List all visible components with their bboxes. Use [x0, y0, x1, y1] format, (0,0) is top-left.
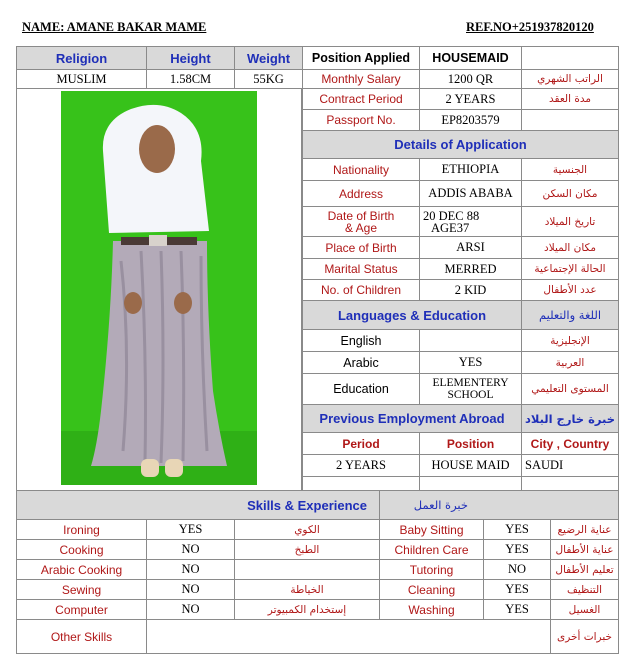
height-value: 1.58CM	[147, 70, 235, 89]
skill-value: YES	[484, 580, 551, 600]
passport-label: Passport No.	[303, 110, 420, 131]
dob-label	[303, 207, 420, 237]
skill-label: Computer	[17, 600, 147, 620]
address-value: ADDIS ABABA	[420, 181, 522, 207]
skill-value: NO	[147, 600, 235, 620]
education-line1: ELEMENTERY	[432, 377, 509, 389]
position-table	[302, 46, 619, 496]
skills-table	[16, 490, 619, 654]
basic-info-table	[16, 46, 303, 89]
arabic-label: Arabic	[303, 352, 420, 374]
other-skills-label-ar: خبرات أخرى	[551, 620, 619, 654]
education-line2: SCHOOL	[447, 389, 494, 401]
marital-label: Marital Status	[303, 259, 420, 280]
english-label: English	[303, 330, 420, 352]
employment-title: Previous Employment Abroad	[303, 405, 522, 433]
skill-label-ar: الكوي	[235, 520, 380, 540]
applicant-photo	[61, 91, 257, 485]
marital-value: MERRED	[420, 259, 522, 280]
children-value: 2 KID	[420, 280, 522, 301]
skill-label-ar: الطبخ	[235, 540, 380, 560]
education-value	[420, 374, 522, 405]
education-label: Education	[303, 374, 420, 405]
arabic-value: YES	[420, 352, 522, 374]
address-label-ar: مكان السكن	[522, 181, 619, 207]
skill-label: Children Care	[380, 540, 484, 560]
english-value	[420, 330, 522, 352]
dob-label-line1: Date of Birth	[327, 208, 395, 223]
skill-value: NO	[484, 560, 551, 580]
skill-value: YES	[484, 520, 551, 540]
country-value: SAUDI	[522, 455, 619, 477]
country-header: City , Country	[522, 433, 619, 455]
skill-label: Sewing	[17, 580, 147, 600]
languages-title: Languages & Education	[303, 301, 522, 330]
salary-label: Monthly Salary	[303, 70, 420, 89]
passport-value: EP8203579	[420, 110, 522, 131]
skill-label: Cooking	[17, 540, 147, 560]
skill-value: YES	[484, 600, 551, 620]
nationality-label: Nationality	[303, 159, 420, 181]
children-label: No. of Children	[303, 280, 420, 301]
skill-label: Tutoring	[380, 560, 484, 580]
education-label-ar: المستوى التعليمي	[522, 374, 619, 405]
skill-label-ar: تعليم الأطفال	[551, 560, 619, 580]
nationality-label-ar: الجنسية	[522, 159, 619, 181]
skill-label-ar: التنظيف	[551, 580, 619, 600]
period-header: Period	[303, 433, 420, 455]
english-label-ar: الإنجليزية	[522, 330, 619, 352]
height-header: Height	[147, 47, 235, 70]
skill-value: YES	[147, 520, 235, 540]
religion-header: Religion	[17, 47, 147, 70]
skill-label: Washing	[380, 600, 484, 620]
weight-value: 55KG	[235, 70, 303, 89]
pob-value: ARSI	[420, 237, 522, 259]
position-label: Position Applied	[303, 47, 420, 70]
marital-label-ar: الحالة الإجتماعية	[522, 259, 619, 280]
skill-label-ar: عناية الأطفال	[551, 540, 619, 560]
contract-label: Contract Period	[303, 89, 420, 110]
skill-label-ar: الغسيل	[551, 600, 619, 620]
skill-value: NO	[147, 540, 235, 560]
skill-label: Baby Sitting	[380, 520, 484, 540]
dob-date: 20 DEC 88	[423, 208, 480, 223]
employment-title-ar: خبرة خارج البلاد	[522, 405, 619, 433]
skill-label-ar: عناية الرضيع	[551, 520, 619, 540]
salary-label-ar: الراتب الشهري	[522, 70, 619, 89]
skill-label-ar	[235, 560, 380, 580]
contract-value: 2 YEARS	[420, 89, 522, 110]
address-label: Address	[303, 181, 420, 207]
dob-label-line2: & Age	[344, 220, 378, 235]
skill-value: NO	[147, 560, 235, 580]
dob-label-ar: تاريخ الميلاد	[522, 207, 619, 237]
applicant-photo-svg	[61, 91, 257, 485]
skill-label: Cleaning	[380, 580, 484, 600]
weight-header: Weight	[235, 47, 303, 70]
languages-title-ar: اللغة والتعليم	[522, 301, 619, 330]
contract-label-ar: مدة العقد	[522, 89, 619, 110]
pob-label: Place of Birth	[303, 237, 420, 259]
emp-position-value: HOUSE MAID	[420, 455, 522, 477]
dob-value	[420, 207, 522, 237]
position-value: HOUSEMAID	[420, 47, 522, 70]
children-label-ar: عدد الأطفال	[522, 280, 619, 301]
skill-label-ar: الخياطة	[235, 580, 380, 600]
pob-label-ar: مكان الميلاد	[522, 237, 619, 259]
age-value: AGE37	[431, 220, 470, 235]
emp-position-header: Position	[420, 433, 522, 455]
period-value: 2 YEARS	[303, 455, 420, 477]
skill-label-ar: إستخدام الكمبيوتر	[235, 600, 380, 620]
reference-number: REF.NO+251937820120	[466, 20, 594, 34]
application-title: Details of Application	[303, 131, 619, 159]
skill-label: Arabic Cooking	[17, 560, 147, 580]
other-skills-label: Other Skills	[17, 620, 147, 654]
salary-value: 1200 QR	[420, 70, 522, 89]
arabic-label-ar: العربية	[522, 352, 619, 374]
skill-label: Ironing	[17, 520, 147, 540]
skills-title-ar: خبرة العمل	[380, 491, 619, 520]
religion-value: MUSLIM	[17, 70, 147, 89]
nationality-value: ETHIOPIA	[420, 159, 522, 181]
skill-value: NO	[147, 580, 235, 600]
skill-value: YES	[484, 540, 551, 560]
skills-title: Skills & Experience	[17, 491, 380, 520]
applicant-name: NAME: AMANE BAKAR MAME	[22, 20, 207, 34]
